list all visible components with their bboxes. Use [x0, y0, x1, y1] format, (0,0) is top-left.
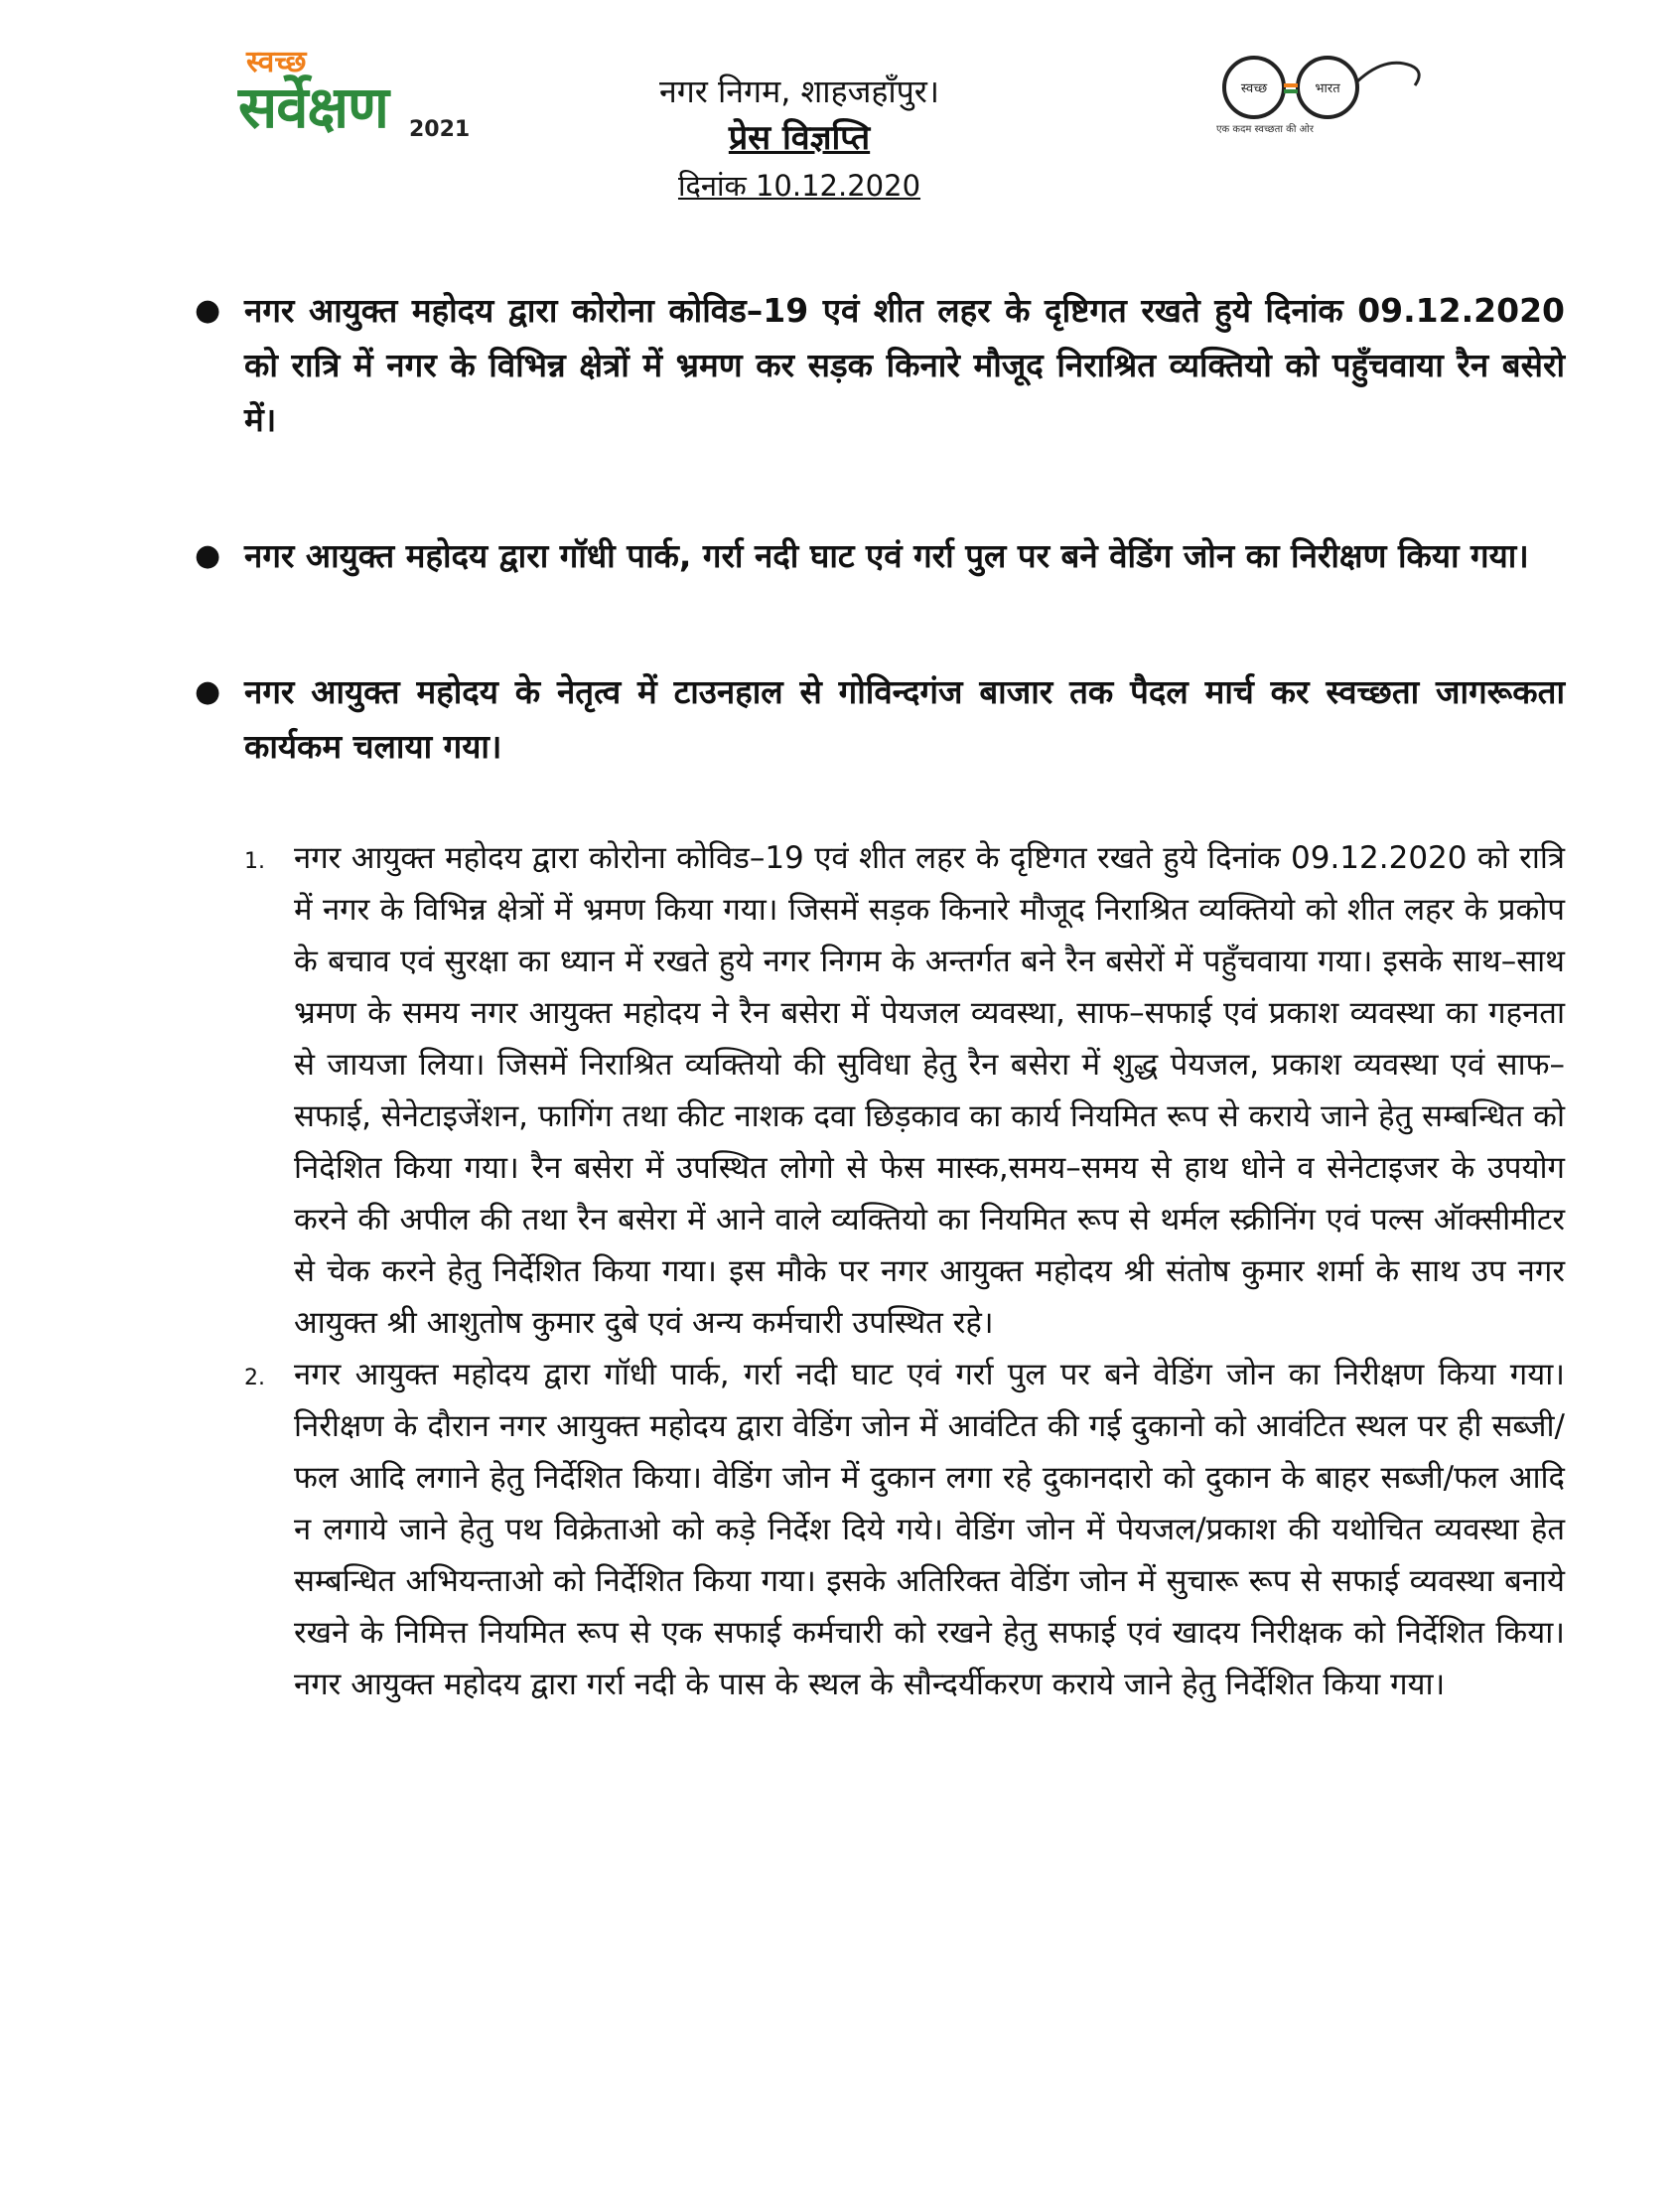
logo-line2: सर्वेक्षण: [238, 73, 388, 141]
item-text: नगर आयुक्त महोदय द्वारा गॉधी पार्क, गर्रा नदी घाट एवं गर्रा पुल पर बने वेडिंग जोन का निरीक्षण किया गया। निरीक्षण के दौरान नगर आयुक्त महोदय द्वारा वेडिंग जोन में आवंटित की गई दुकानो को आवंटित स्थल पर ही सब्जी/फल आदि लगाने हेतु निर्देशित किया। वेडिंग जोन में दुकान लगा रहे दुकानदारो को दुकान के बाहर सब्जी/फल आदि न लगाये जाने हेतु पथ विक्रेताओ को कड़े निर्देश दिये गये। वेडिंग जोन में पेयजल/प्रकाश की यथोचित व्यवस्था हेत सम्बन्धित अभियन्ताओ को निर्देशित किया गया। इसके अतिरिक्त वेडिंग जोन में सुचारू रूप से सफाई व्यवस्था बनाये रखने के निमित्त नियमित रूप से एक सफाई कर्मचारी को रखने हेतु सफाई एवं खादय निरीक्षक को निर्देशित किया। नगर आयुक्त महोदय द्वारा गर्रा नदी के पास के स्थल के सौन्दर्यीकरण कराये जाने हेतु निर्देशित किया गया।: [294, 1357, 1565, 1702]
document-title: प्रेस विज्ञप्ति: [728, 118, 871, 158]
right-lens-label: भारत: [1315, 81, 1340, 96]
numbered-item: [244, 832, 1565, 1349]
bullet-item: [195, 283, 1565, 447]
bullet-dot-icon: ●: [195, 538, 221, 573]
organization-name: नगर निगम, शाहजहाँपुर।: [658, 73, 940, 110]
item-text: नगर आयुक्त महोदय द्वारा कोरोना कोविड–19 एवं शीत लहर के दृष्टिगत रखते हुये दिनांक 09.12.2020 को रात्रि में नगर के विभिन्न क्षेत्रों में भ्रमण किया गया। जिसमें सड़क किनारे मौजूद निराश्रित व्यक्तियो को शीत लहर के प्रकोप के बचाव एवं सुरक्षा का ध्यान में रखते हुये नगर निगम के अन्तर्गत बने रैन बसेरों में पहुँचवाया गया। इसके साथ–साथ भ्रमण के समय नगर आयुक्त महोदय ने रैन बसेरा में पेयजल व्यवस्था, साफ–सफाई एवं प्रकाश व्यवस्था का गहनता से जायजा लिया। जिसमें निराश्रित व्यक्तियो की सुविधा हेतु रैन बसेरा में शुद्ध पेयजल, प्रकाश व्यवस्था एवं साफ–सफाई, सेनेटाइजेंशन, फागिंग तथा कीट नाशक दवा छिड़काव का कार्य नियमित रूप से कराये जाने हेतु सम्बन्धित को निदेशित किया गया। रैन बसेरा में उपस्थित लोगो से फेस मास्क,समय–समय से हाथ धोने व सेनेटाइजर के उपयोग करने की अपील की तथा रैन बसेरा में आने वाले व्यक्तियो का नियमित रूप से थर्मल स्क्रीनिंग एवं पल्स ऑक्सीमीटर से चेक करने हेतु निर्देशित किया गया। इस मौके पर नगर आयुक्त महोदय श्री संतोष कुमार शर्मा के साथ उप नगर आयुक्त श्री आशुतोष कुमार दुबे एवं अन्य कर्मचारी उपस्थित रहे।: [294, 840, 1565, 1341]
numbered-item: [244, 1349, 1565, 1710]
bullet-text: नगर आयुक्त महोदय द्वारा कोरोना कोविड–19 एवं शीत लहर के दृष्टिगत रखते हुये दिनांक 09.12.2020 को रात्रि में नगर के विभिन्न क्षेत्रों में भ्रमण कर सड़क किनारे मौजूद निराश्रित व्यक्तियो को पहुँचवाया रैन बसेरो में।: [244, 291, 1565, 439]
bullet-list: [195, 283, 1565, 855]
logo-line1: स्वच्छ: [246, 45, 307, 79]
document-date: दिनांक 10.12.2020: [677, 169, 921, 203]
logo-tagline: एक कदम स्वच्छता की ओर: [1216, 124, 1314, 135]
spectacles-icon: [1216, 52, 1435, 123]
item-number: 2.: [244, 1366, 265, 1390]
bullet-dot-icon: ●: [195, 293, 221, 328]
item-number: 1.: [244, 849, 265, 874]
bullet-text: नगर आयुक्त महोदय के नेतृत्व में टाउनहाल से गोविन्दगंज बाजार तक पैदल मार्च कर स्वच्छता जागरूकता कार्यकम चलाया गया।: [244, 672, 1565, 766]
logo-year: 2021: [409, 117, 471, 142]
swachh-survekshan-logo: [238, 40, 496, 149]
bullet-dot-icon: ●: [195, 674, 221, 709]
document-header: [576, 70, 1023, 209]
left-lens-label: स्वच्छ: [1240, 81, 1268, 96]
numbered-list: [244, 832, 1565, 1710]
bullet-item: [195, 528, 1565, 583]
swachh-bharat-logo: [1216, 52, 1435, 161]
bullet-item: [195, 664, 1565, 774]
bullet-text: नगर आयुक्त महोदय द्वारा गॉधी पार्क, गर्रा नदी घाट एवं गर्रा पुल पर बने वेडिंग जोन का निरीक्षण किया गया।: [244, 536, 1529, 575]
